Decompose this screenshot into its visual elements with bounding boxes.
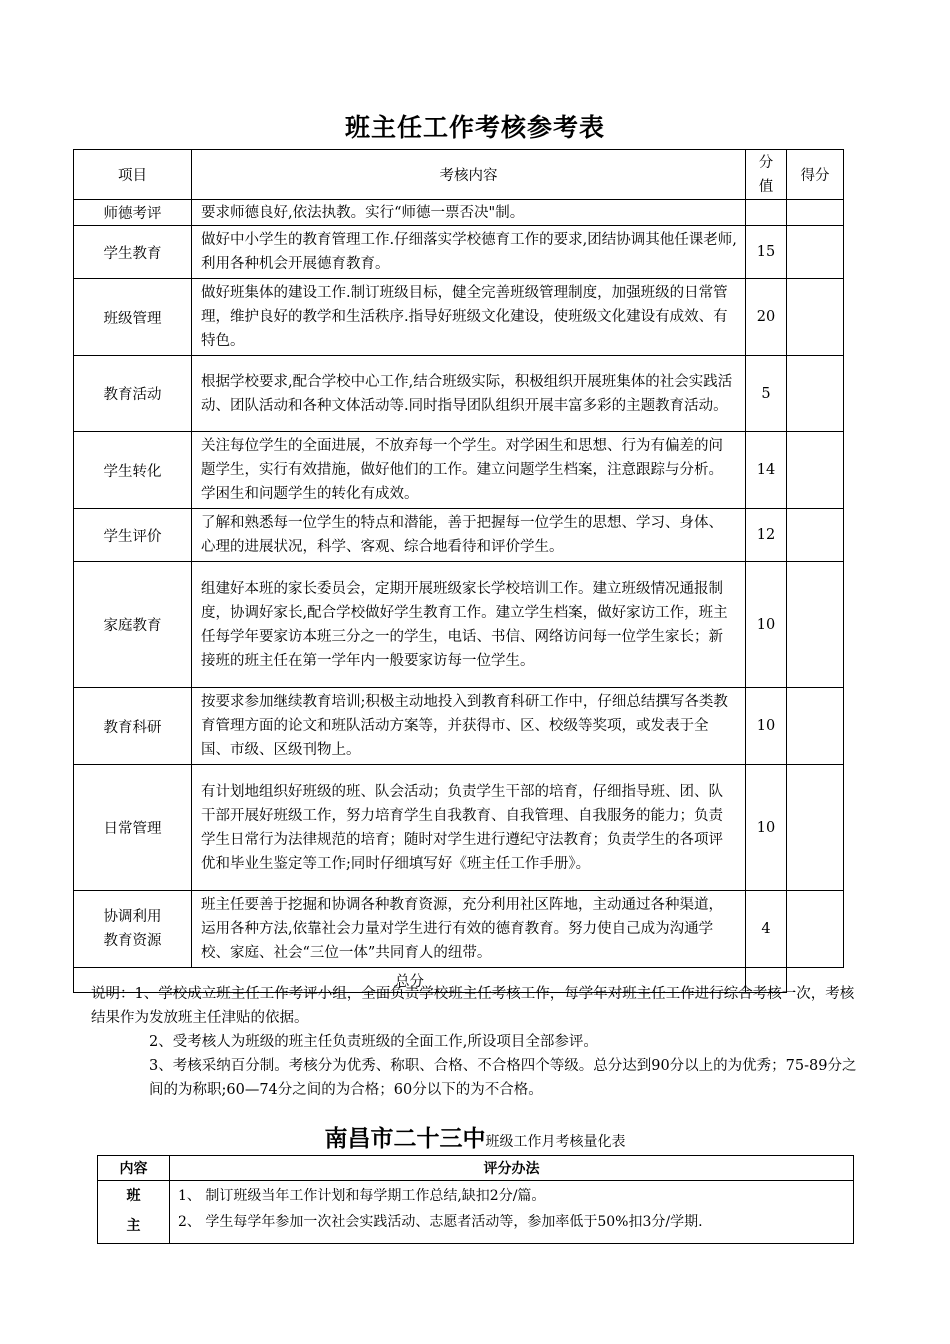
second-header-row (98, 1156, 854, 1181)
second-row (98, 1181, 854, 1244)
side-char: 主 (126, 1218, 141, 1234)
row-content: 有计划地组织好班级的班、队会活动；负责学生干部的培育，仔细指导班、团、队干部开展好班级工作，努力培育学生自我教育、自我管理、自我服务的能力；负责学生日常行为法律规范的培育；随时对学生进行遵纪守法教育；负责学生的各项评优和毕业生鉴定等工作;同时仔细填写好《班主任工作手册》。 (192, 765, 746, 891)
table-row (74, 200, 844, 226)
table-row (74, 279, 844, 356)
row-item: 师德考评 (74, 200, 192, 226)
table-row (74, 432, 844, 509)
table-row (74, 356, 844, 432)
table-row (74, 562, 844, 688)
row-item: 日常管理 (74, 765, 192, 891)
assessment-table (73, 149, 844, 993)
monthly-assessment-table (97, 1155, 854, 1244)
row-earned (787, 562, 844, 688)
table-row (74, 765, 844, 891)
second-title (0, 1120, 950, 1153)
method-item: 2、 学生每学年参加一次社会实践活动、志愿者活动等，参加率低于50%扣3分/学期. (178, 1214, 703, 1230)
row-item: 协调利用 教育资源 (74, 891, 192, 968)
row-item: 学生评价 (74, 509, 192, 562)
table-row (74, 891, 844, 968)
row-earned (787, 765, 844, 891)
row-score: 10 (746, 562, 787, 688)
table-row (74, 509, 844, 562)
second-row-body (170, 1181, 854, 1244)
total-label: 总分 (74, 968, 746, 993)
side-char: 班 (126, 1188, 141, 1204)
row-score: 5 (746, 356, 787, 432)
table-row (74, 226, 844, 279)
note-2: 2、受考核人为班级的班主任负责班级的全面工作,所设项目全部参评。 (149, 1034, 598, 1050)
row-score (746, 200, 787, 226)
header-item: 项目 (74, 150, 192, 200)
row-content: 关注每位学生的全面进展，不放弃每一个学生。对学困生和思想、行为有偏差的问题学生，实行有效措施，做好他们的工作。建立问题学生档案，注意跟踪与分析。学困生和问题学生的转化有成效。 (192, 432, 746, 509)
second-side-label (98, 1181, 170, 1244)
notes-section (91, 982, 866, 1102)
note-1: 说明：1、学校成立班主任工作考评小组，全面负责学校班主任考核工作，每学年对班主任工作进行综合考核一次，考核结果作为发放班主任津贴的依据。 (91, 986, 855, 1026)
row-earned (787, 279, 844, 356)
row-earned (787, 688, 844, 765)
row-earned (787, 356, 844, 432)
row-content: 做好中小学生的教育管理工作.仔细落实学校德育工作的要求,团结协调其他任课老师,利用各种机会开展德育教育。 (192, 226, 746, 279)
header-score: 分 值 (746, 150, 787, 200)
second-header-method: 评分办法 (170, 1156, 854, 1181)
row-content: 按要求参加继续教育培训;积极主动地投入到教育科研工作中，仔细总结撰写各类教育管理方面的论文和班队活动方案等，并获得市、区、校级等奖项，或发表于全国、市级、区级刊物上。 (192, 688, 746, 765)
row-content: 做好班集体的建设工作.制订班级目标，健全完善班级管理制度，加强班级的日常管理，维护良好的教学和生活秩序.指导好班级文化建设，使班级文化建设有成效、有特色。 (192, 279, 746, 356)
second-subtitle: 班级工作月考核量化表 (485, 1134, 626, 1150)
table-row (74, 688, 844, 765)
header-content: 考核内容 (192, 150, 746, 200)
row-item: 班级管理 (74, 279, 192, 356)
row-score: 20 (746, 279, 787, 356)
row-content: 组建好本班的家长委员会，定期开展班级家长学校培训工作。建立班级情况通报制度，协调好家长,配合学校做好学生教育工作。建立学生档案，做好家访工作，班主任每学年要家访本班三分之一的学生，电话、书信、网络访问每一位学生家长；新接班的班主任在第一学年内一般要家访每一位学生。 (192, 562, 746, 688)
row-content: 了解和熟悉每一位学生的特点和潜能，善于把握每一位学生的思想、学习、身体、心理的进展状况，科学、客观、综合地看待和评价学生。 (192, 509, 746, 562)
row-item: 教育科研 (74, 688, 192, 765)
method-item: 1、 制订班级当年工作计划和每学期工作总结,缺扣2分/篇。 (178, 1188, 546, 1204)
row-earned (787, 891, 844, 968)
row-content: 班主任要善于挖掘和协调各种教育资源，充分利用社区阵地，主动通过各种渠道，运用各种方法,依靠社会力量对学生进行有效的德育教育。努力使自己成为沟通学校、家庭、社会“三位一体”共同育人的纽带。 (192, 891, 746, 968)
row-earned (787, 200, 844, 226)
row-item: 学生转化 (74, 432, 192, 509)
row-earned (787, 226, 844, 279)
row-score: 15 (746, 226, 787, 279)
school-name: 南昌市二十三中 (324, 1126, 486, 1152)
row-item: 教育活动 (74, 356, 192, 432)
row-score: 10 (746, 688, 787, 765)
note-3: 3、考核采纳百分制。考核分为优秀、称职、合格、不合格四个等级。总分达到90分以上的为优秀；75-89分之间的为称职;60—74分之间的为合格；60分以下的为不合格。 (149, 1058, 857, 1098)
row-score: 4 (746, 891, 787, 968)
row-content: 要求师德良好,依法执教。实行“师德一票否决"制。 (192, 200, 746, 226)
row-earned (787, 432, 844, 509)
header-earned: 得分 (787, 150, 844, 200)
row-item: 家庭教育 (74, 562, 192, 688)
second-header-content: 内容 (98, 1156, 170, 1181)
row-content: 根据学校要求,配合学校中心工作,结合班级实际，积极组织开展班集体的社会实践活动、团队活动和各种文体活动等.同时指导团队组织开展丰富多彩的主题教育活动。 (192, 356, 746, 432)
row-earned (787, 509, 844, 562)
row-score: 14 (746, 432, 787, 509)
row-score: 12 (746, 509, 787, 562)
table-header-row (74, 150, 844, 200)
document-title: 班主任工作考核参考表 (344, 113, 605, 142)
row-item: 学生教育 (74, 226, 192, 279)
row-score: 10 (746, 765, 787, 891)
